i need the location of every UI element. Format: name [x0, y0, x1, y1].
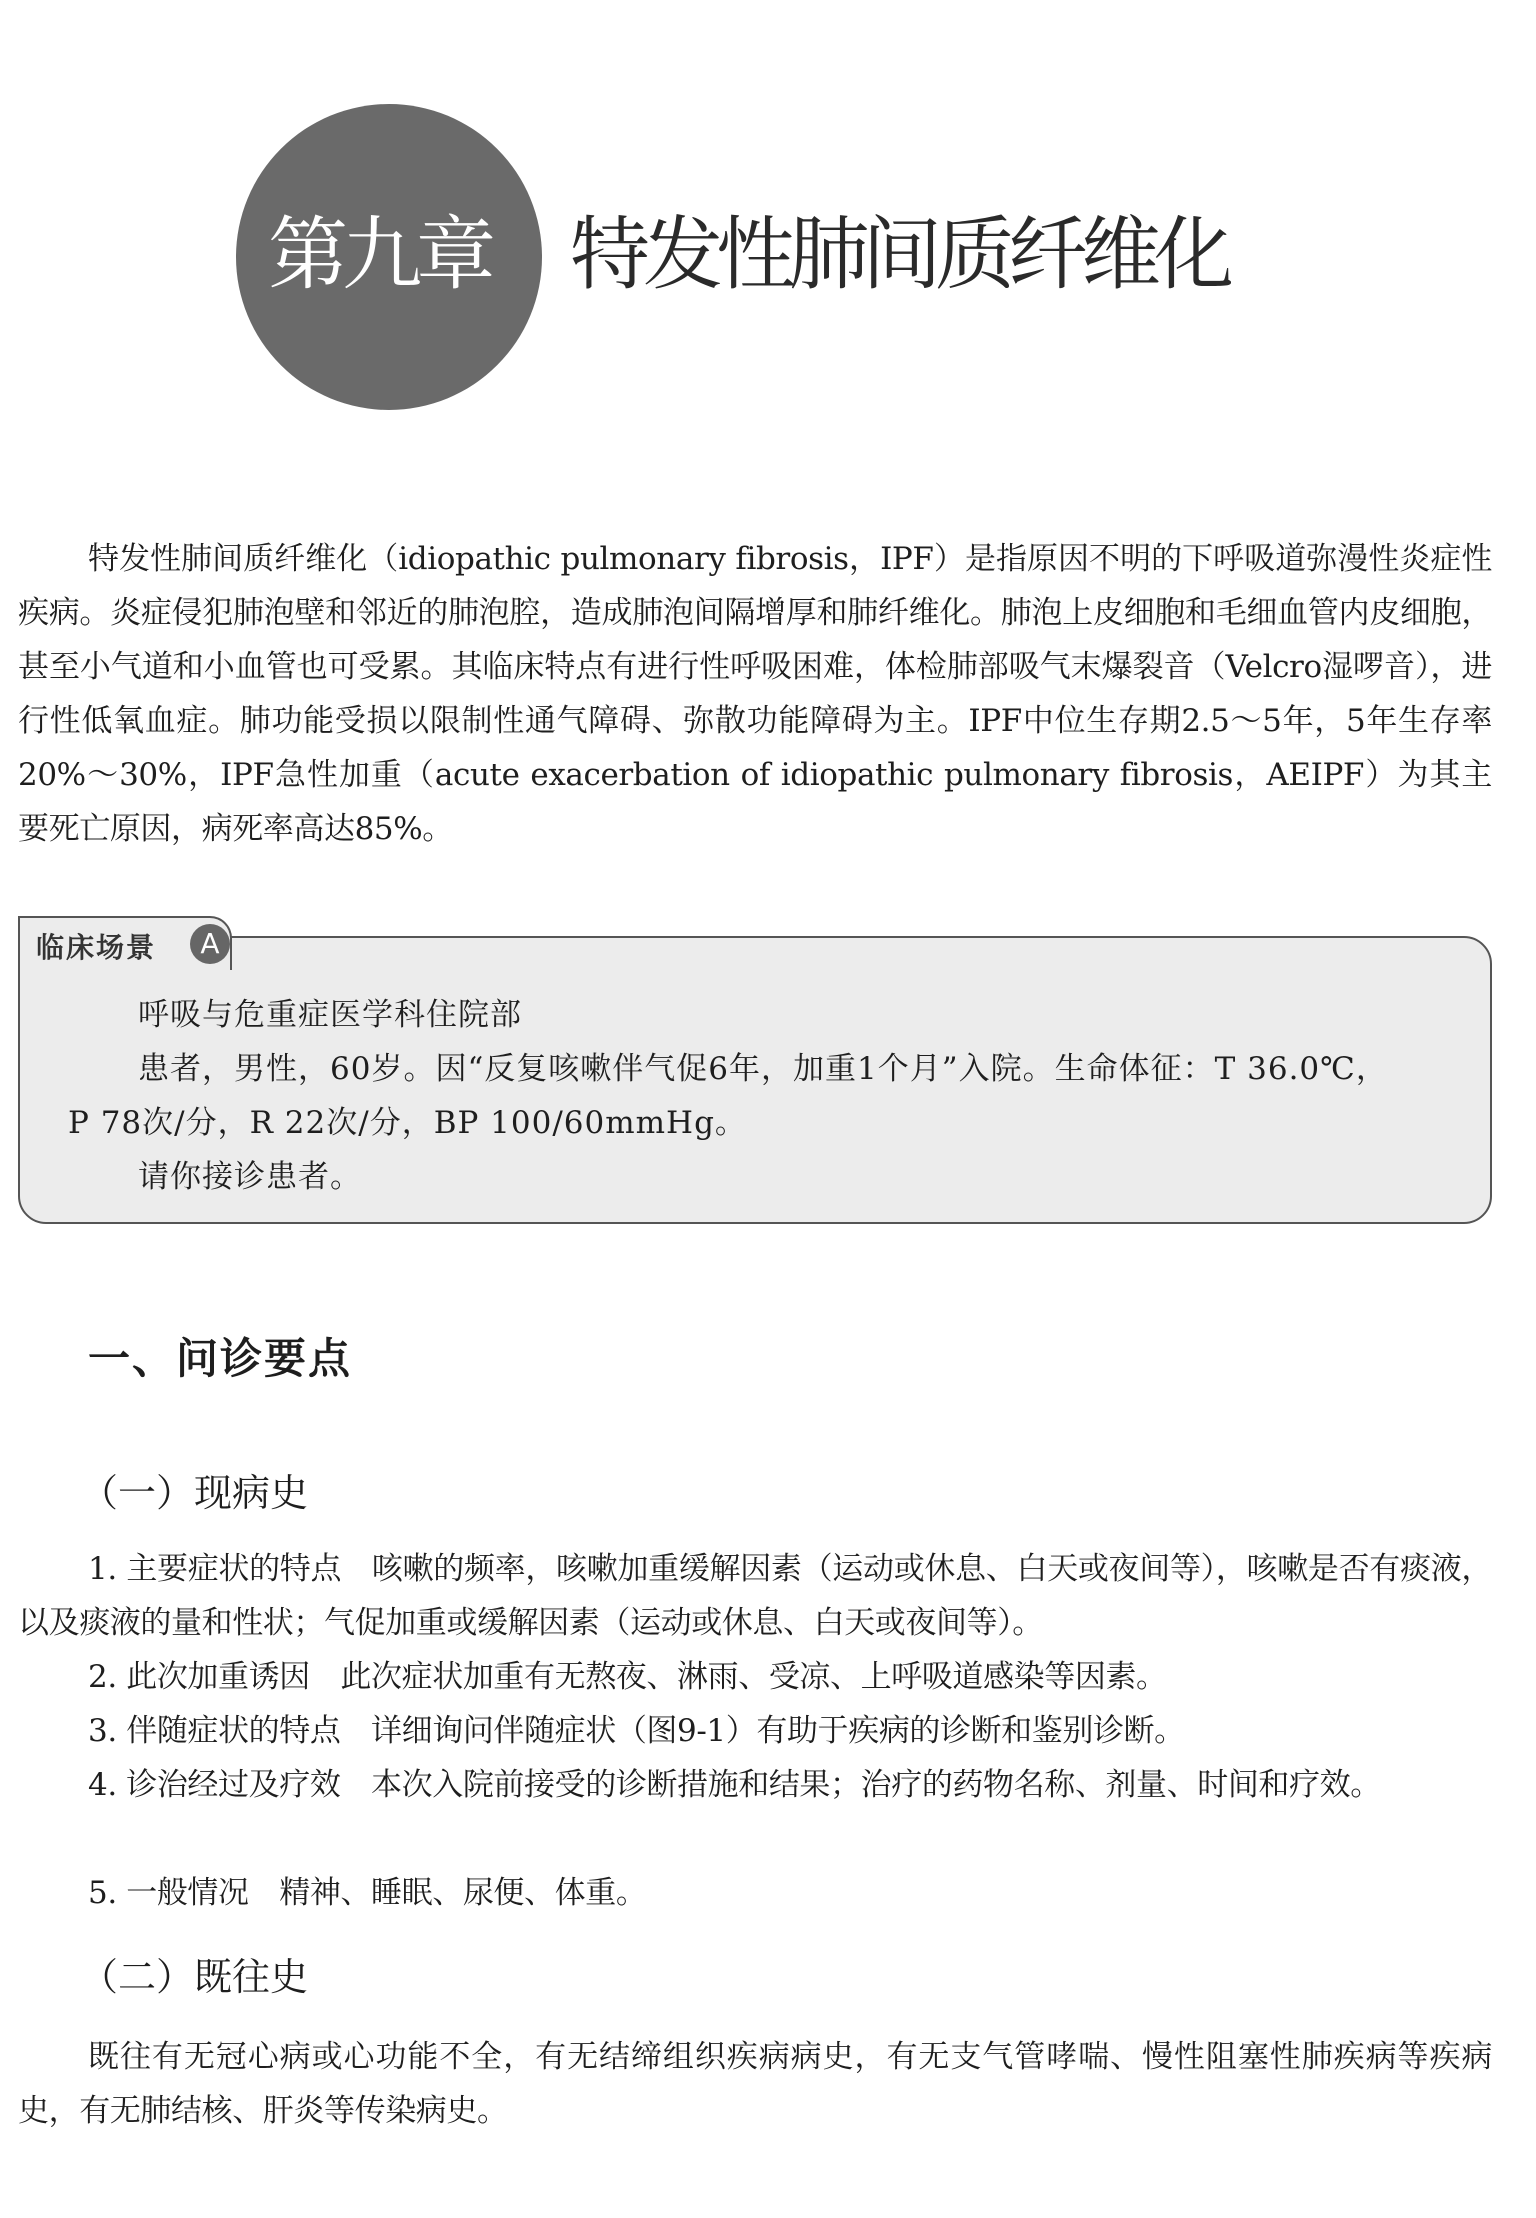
list-item: 2. 此次加重诱因 此次症状加重有无熬夜、淋雨、受凉、上呼吸道感染等因素。 — [88, 1659, 1167, 1695]
chapter-number: 第九章 — [268, 208, 490, 301]
scene-letter-badge: A — [190, 924, 230, 964]
clinical-scene-tab — [18, 916, 232, 970]
subsection-heading-present-illness: （一）现病史 — [80, 1471, 309, 1515]
list-item: 4. 诊治经过及疗效 本次入院前接受的诊断措施和结果；治疗的药物名称、剂量、时间和疗效。 — [88, 1767, 1381, 1803]
subsection-heading-past-history: （二）既往史 — [80, 1955, 309, 1999]
list-item: 5. 一般情况 精神、睡眠、尿便、体重。 — [88, 1875, 647, 1911]
scene-tab-label: 临床场景 — [36, 931, 157, 964]
scene-line-vitals: P 78次/分，R 22次/分，BP 100/60mmHg。 — [68, 1105, 747, 1141]
chapter-title: 特发性肺间质纤维化 — [570, 208, 1227, 301]
scene-line-ward: 呼吸与危重症医学科住院部 — [138, 997, 522, 1033]
scene-line-patient: 患者，男性，60岁。因“反复咳嗽伴气促6年，加重1个月”入院。生命体征：T 36.0℃， — [138, 1051, 1388, 1087]
intro-paragraph: 特发性肺间质纤维化（idiopathic pulmonary fibrosis，IPF）是指原因不明的下呼吸道弥漫性炎症性疾病。炎症侵犯肺泡壁和邻近的肺泡腔，造成肺泡间隔增厚和肺纤维化。肺泡上皮细胞和毛细血管内皮细胞，甚至小气道和小血管也可受累。其临床特点有进行性呼吸困难，体检肺部吸气末爆裂音（Velcro湿啰音），进行性低氧血症。肺功能受损以限制性通气障碍、弥散功能障碍为主。IPF中位生存期2.5～5年，5年生存率20%～30%，IPF急性加重（acute exacerbation of idiopathic pulmonary fibrosis，AEIPF）为其主要死亡原因，病死率高达85%。 — [18, 541, 1492, 847]
scene-line-instruction: 请你接诊患者。 — [138, 1159, 362, 1195]
section-heading: 一、问诊要点 — [88, 1334, 353, 1383]
list-item: 3. 伴随症状的特点 详细询问伴随症状（图9-1）有助于疾病的诊断和鉴别诊断。 — [88, 1713, 1185, 1749]
clinical-scene-box — [18, 936, 1492, 1224]
list-item: 1. 主要症状的特点 咳嗽的频率，咳嗽加重缓解因素（运动或休息、白天或夜间等），咳嗽是否有痰液，以及痰液的量和性状；气促加重或缓解因素（运动或休息、白天或夜间等）。 — [18, 1551, 1492, 1641]
past-history-paragraph: 既往有无冠心病或心功能不全，有无结缔组织疾病病史，有无支气管哮喘、慢性阻塞性肺疾病等疾病史，有无肺结核、肝炎等传染病史。 — [18, 2039, 1492, 2129]
